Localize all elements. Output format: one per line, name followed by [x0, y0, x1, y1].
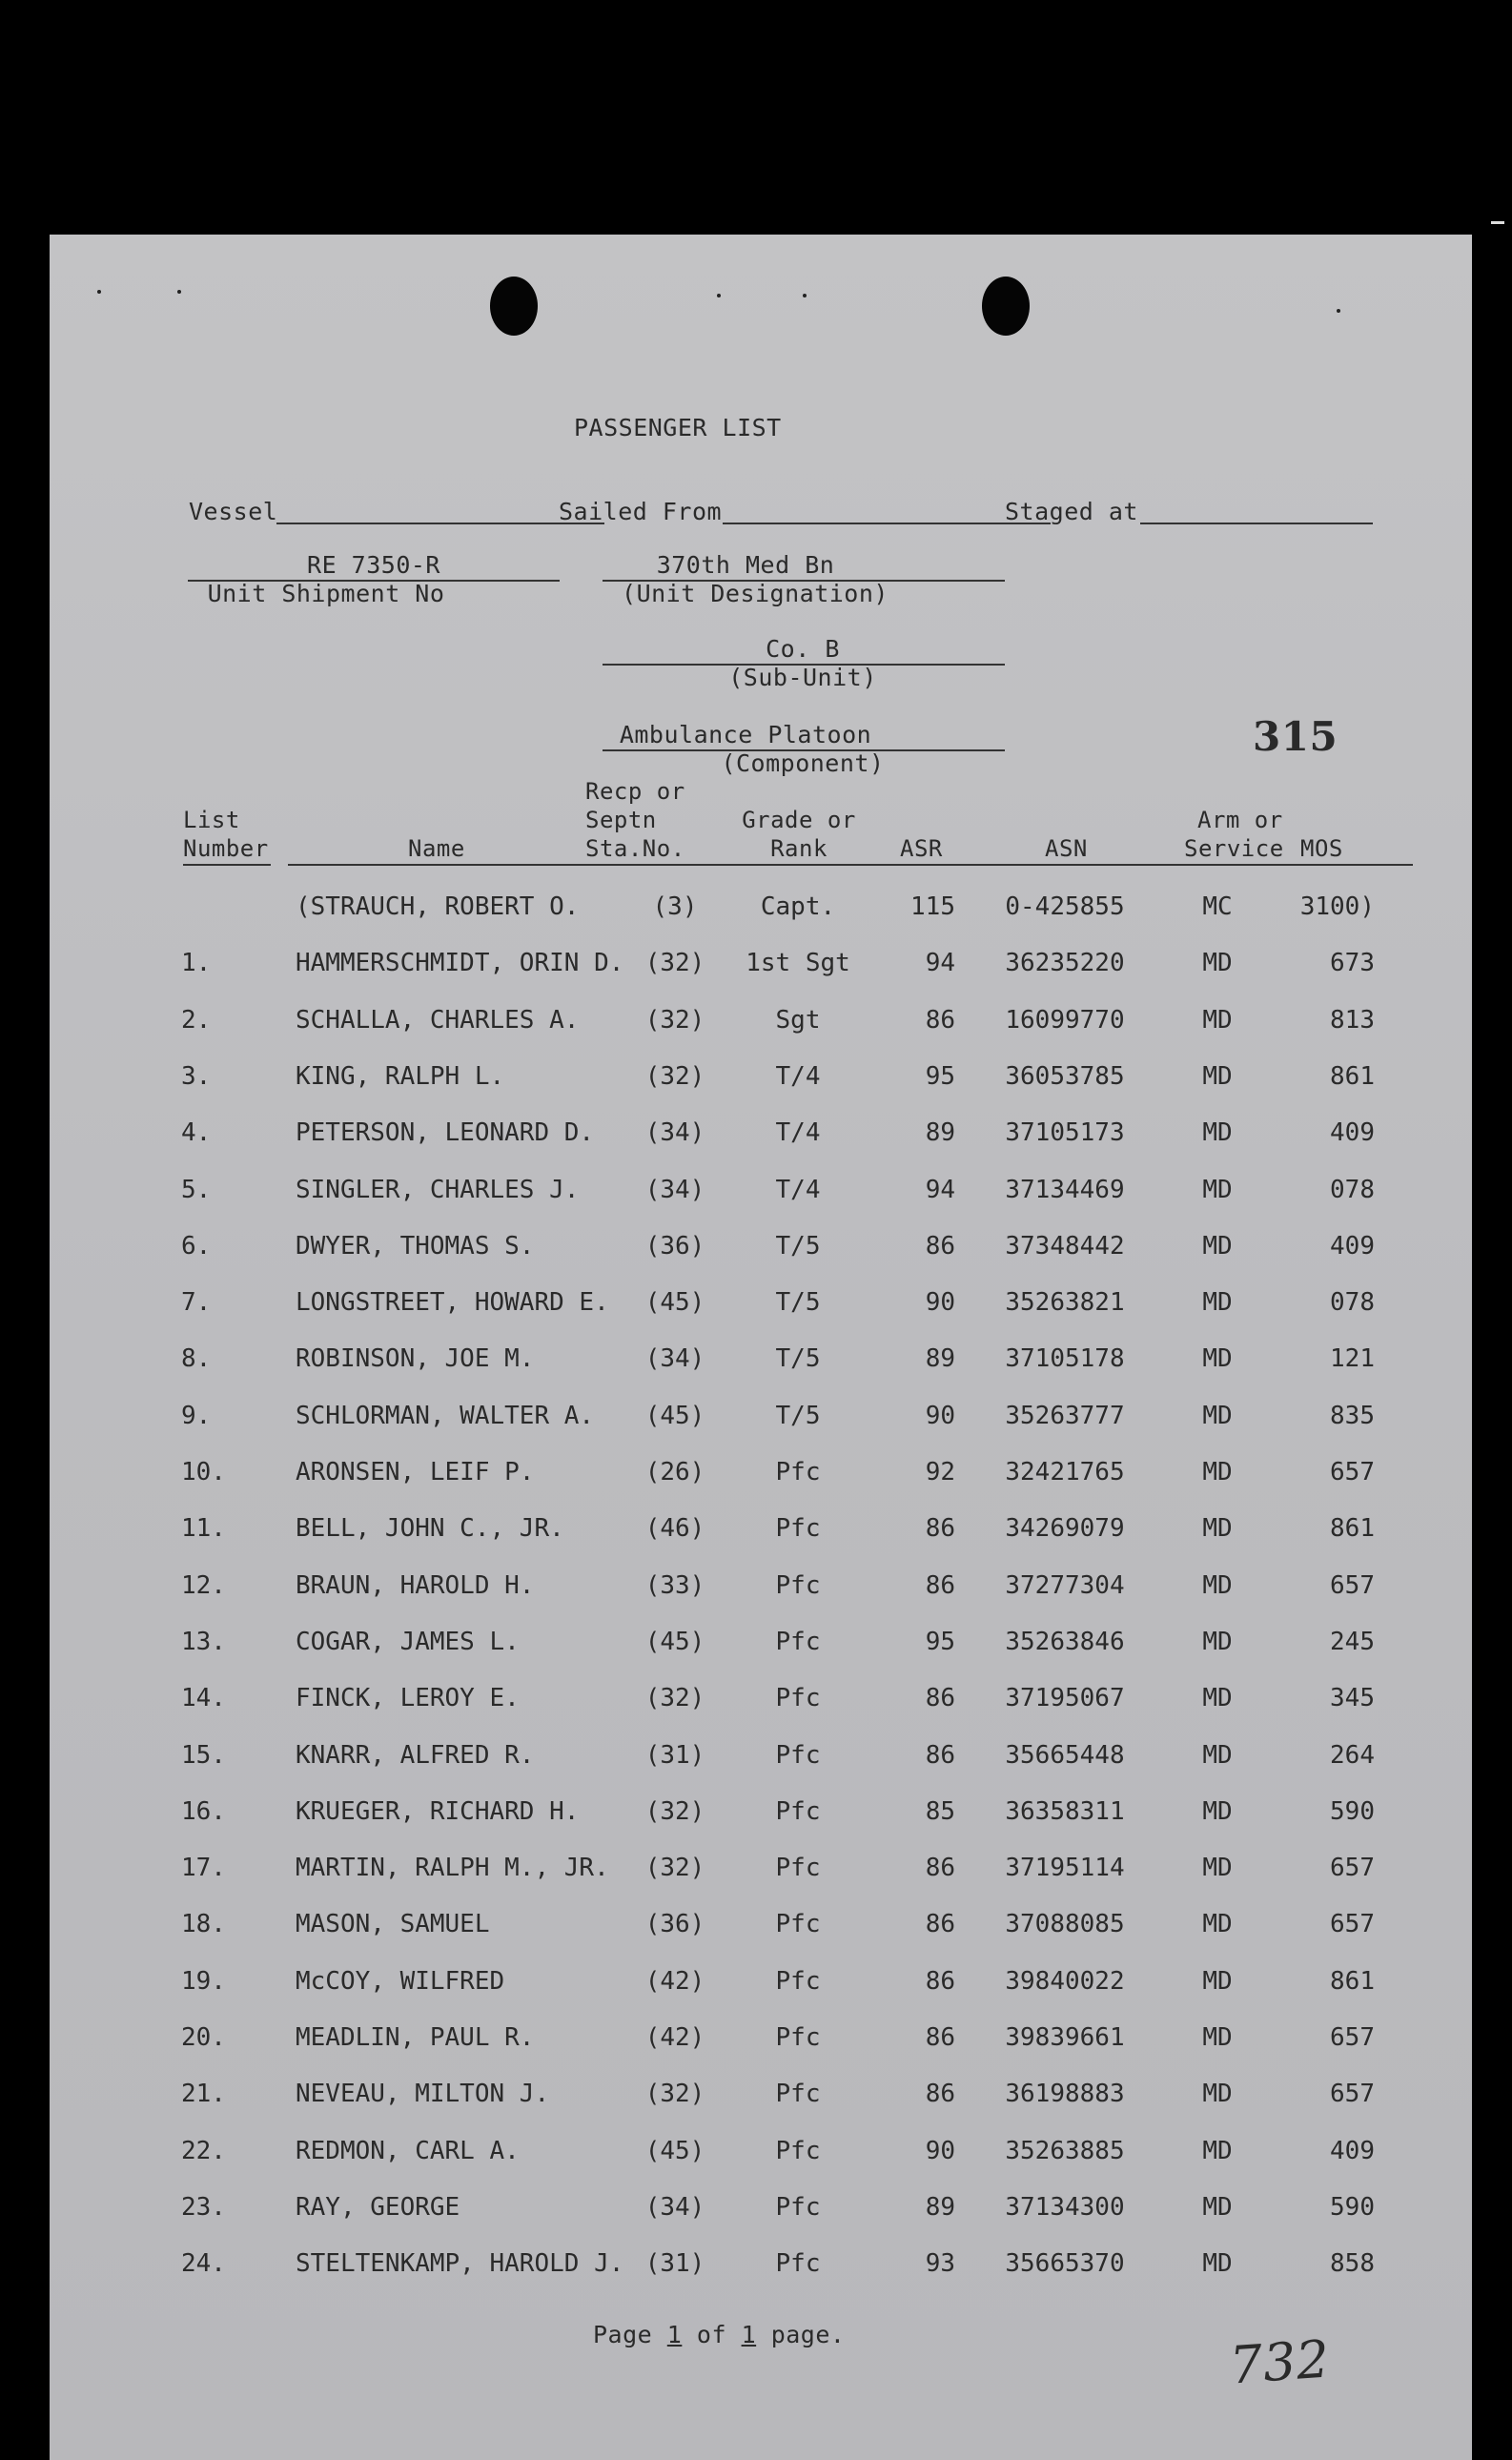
header-grade-2: Rank — [770, 835, 828, 862]
cell-num: 21. — [181, 2080, 226, 2108]
cell-num: 17. — [181, 1854, 226, 1882]
cell-mos: 657 — [1330, 1910, 1375, 1938]
cell-name: (STRAUCH, ROBERT O. — [296, 892, 580, 921]
cell-name: ARONSEN, LEIF P. — [296, 1458, 535, 1486]
footer-page: 1 — [666, 2321, 683, 2348]
cell-grade: 1st Sgt — [746, 949, 850, 977]
cell-asn: 36235220 — [1005, 949, 1125, 977]
table-row — [50, 1797, 1472, 1835]
cell-num: 20. — [181, 2023, 226, 2052]
cell-name: PETERSON, LEONARD D. — [296, 1118, 595, 1147]
cell-mos: 3100) — [1299, 892, 1375, 921]
cell-mos: 657 — [1330, 2080, 1375, 2108]
header-underline — [288, 864, 1413, 866]
cell-recp: (34) — [644, 1344, 705, 1373]
cell-arm: MD — [1202, 2193, 1233, 2222]
table-row — [50, 1741, 1472, 1779]
cell-name: ROBINSON, JOE M. — [296, 1344, 535, 1373]
cell-num: 4. — [181, 1118, 212, 1147]
cell-name: SCHLORMAN, WALTER A. — [296, 1402, 595, 1430]
table-row — [50, 1062, 1472, 1100]
component-value: Ambulance Platoon — [619, 721, 872, 748]
cell-name: HAMMERSCHMIDT, ORIN D. — [296, 949, 624, 977]
cell-asr: 86 — [925, 2080, 955, 2108]
cell-asn: 37277304 — [1005, 1571, 1125, 1600]
table-row — [50, 1571, 1472, 1609]
cell-asn: 37088085 — [1005, 1910, 1125, 1938]
cell-asn: 36358311 — [1005, 1797, 1125, 1826]
header-number: Number — [183, 835, 269, 862]
cell-grade: T/4 — [775, 1062, 821, 1091]
cell-recp: (32) — [644, 1006, 705, 1035]
cell-recp: (36) — [644, 1232, 705, 1261]
speck — [803, 294, 807, 297]
cell-mos: 657 — [1330, 1458, 1375, 1486]
cell-asn: 35665370 — [1005, 2249, 1125, 2278]
cell-name: COGAR, JAMES L. — [296, 1628, 520, 1656]
cell-grade: Pfc — [775, 1797, 821, 1826]
header-mos: MOS — [1300, 835, 1343, 862]
cell-mos: 264 — [1330, 1741, 1375, 1770]
cell-mos: 409 — [1330, 1118, 1375, 1147]
cell-arm: MD — [1202, 949, 1233, 977]
cell-asn: 32421765 — [1005, 1458, 1125, 1486]
footer-suffix: page. — [770, 2321, 846, 2348]
cell-recp: (32) — [644, 1062, 705, 1091]
cell-num: 14. — [181, 1684, 226, 1712]
cell-num: 13. — [181, 1628, 226, 1656]
cell-name: BRAUN, HAROLD H. — [296, 1571, 535, 1600]
cell-mos: 078 — [1330, 1288, 1375, 1317]
cell-asn: 39840022 — [1005, 1967, 1125, 1996]
cell-num: 2. — [181, 1006, 212, 1035]
cell-arm: MD — [1202, 1176, 1233, 1204]
cell-mos: 861 — [1330, 1062, 1375, 1091]
table-row — [50, 1684, 1472, 1722]
cell-arm: MC — [1202, 892, 1233, 921]
document-title: PASSENGER LIST — [574, 414, 782, 441]
cell-name: McCOY, WILFRED — [296, 1967, 505, 1996]
cell-name: MARTIN, RALPH M., JR. — [296, 1854, 609, 1882]
cell-asn: 37195067 — [1005, 1684, 1125, 1712]
cell-num: 8. — [181, 1344, 212, 1373]
staged-at-label: Staged at — [1005, 498, 1138, 525]
cell-num: 11. — [181, 1514, 226, 1543]
cell-grade: T/4 — [775, 1118, 821, 1147]
table-row — [50, 2193, 1472, 2231]
corner-mark — [1491, 221, 1504, 224]
cell-asn: 0-425855 — [1005, 892, 1125, 921]
cell-arm: MD — [1202, 2249, 1233, 2278]
cell-arm: MD — [1202, 2023, 1233, 2052]
table-row — [50, 1118, 1472, 1157]
cell-asn: 35665448 — [1005, 1741, 1125, 1770]
cell-arm: MD — [1202, 1514, 1233, 1543]
cell-asr: 93 — [925, 2249, 955, 2278]
cell-arm: MD — [1202, 1741, 1233, 1770]
serial-stamp: 315 — [1253, 713, 1338, 760]
header-asr: ASR — [900, 835, 943, 862]
unit-shipment-value: RE 7350-R — [307, 551, 440, 579]
cell-mos: 409 — [1330, 1232, 1375, 1261]
cell-asr: 86 — [925, 1684, 955, 1712]
header-arm-1: Arm or — [1197, 807, 1283, 833]
header-recp-1: Recp or — [585, 778, 685, 805]
cell-recp: (36) — [644, 1910, 705, 1938]
cell-name: STELTENKAMP, HAROLD J. — [296, 2249, 624, 2278]
punch-hole-left — [490, 277, 538, 336]
header-name: Name — [408, 835, 465, 862]
cell-asr: 92 — [925, 1458, 955, 1486]
cell-asn: 35263885 — [1005, 2137, 1125, 2165]
cell-num: 22. — [181, 2137, 226, 2165]
page-footer — [593, 2321, 845, 2348]
cell-name: MASON, SAMUEL — [296, 1910, 490, 1938]
header-grade-1: Grade or — [742, 807, 856, 833]
cell-arm: MD — [1202, 1288, 1233, 1317]
document-page — [50, 235, 1472, 2460]
table-row — [50, 1402, 1472, 1440]
punch-hole-right — [982, 277, 1030, 336]
footer-prefix: Page — [593, 2321, 653, 2348]
cell-name: SCHALLA, CHARLES A. — [296, 1006, 580, 1035]
cell-asr: 89 — [925, 1118, 955, 1147]
cell-name: BELL, JOHN C., JR. — [296, 1514, 564, 1543]
table-row — [50, 1006, 1472, 1044]
cell-asn: 16099770 — [1005, 1006, 1125, 1035]
cell-asn: 35263821 — [1005, 1288, 1125, 1317]
cell-num: 1. — [181, 949, 212, 977]
cell-grade: Pfc — [775, 1854, 821, 1882]
table-row — [50, 1910, 1472, 1948]
cell-recp: (32) — [644, 1684, 705, 1712]
cell-recp: (32) — [644, 1797, 705, 1826]
cell-recp: (31) — [644, 1741, 705, 1770]
cell-grade: Pfc — [775, 2080, 821, 2108]
cell-asn: 39839661 — [1005, 2023, 1125, 2052]
cell-asr: 86 — [925, 2023, 955, 2052]
cell-recp: (32) — [644, 949, 705, 977]
cell-num: 19. — [181, 1967, 226, 1996]
cell-name: RAY, GEORGE — [296, 2193, 460, 2222]
cell-grade: T/5 — [775, 1402, 821, 1430]
cell-grade: T/5 — [775, 1288, 821, 1317]
cell-num: 24. — [181, 2249, 226, 2278]
cell-asn: 36198883 — [1005, 2080, 1125, 2108]
cell-mos: 861 — [1330, 1967, 1375, 1996]
cell-num: 3. — [181, 1062, 212, 1091]
table-row — [50, 1344, 1472, 1383]
cell-asn: 37348442 — [1005, 1232, 1125, 1261]
cell-asr: 90 — [925, 1402, 955, 1430]
cell-recp: (33) — [644, 1571, 705, 1600]
table-row — [50, 1514, 1472, 1552]
cell-num: 6. — [181, 1232, 212, 1261]
cell-recp: (45) — [644, 2137, 705, 2165]
cell-name: KING, RALPH L. — [296, 1062, 505, 1091]
cell-num: 10. — [181, 1458, 226, 1486]
cell-asr: 90 — [925, 2137, 955, 2165]
cell-arm: MD — [1202, 1910, 1233, 1938]
footer-of: of — [696, 2321, 727, 2348]
table-row — [50, 1176, 1472, 1214]
table-row — [50, 2080, 1472, 2118]
cell-asr: 89 — [925, 1344, 955, 1373]
cell-recp: (3) — [652, 892, 698, 921]
staged-at-line — [1140, 523, 1373, 524]
cell-asn: 37105178 — [1005, 1344, 1125, 1373]
table-row — [50, 949, 1472, 987]
table-row — [50, 2137, 1472, 2175]
cell-asr: 95 — [925, 1062, 955, 1091]
cell-name: REDMON, CARL A. — [296, 2137, 520, 2165]
cell-recp: (45) — [644, 1628, 705, 1656]
cell-recp: (31) — [644, 2249, 705, 2278]
cell-arm: MD — [1202, 1571, 1233, 1600]
cell-grade: Pfc — [775, 1628, 821, 1656]
vessel-line — [276, 523, 604, 524]
speck — [1337, 309, 1340, 313]
cell-arm: MD — [1202, 1797, 1233, 1826]
cell-grade: Pfc — [775, 2193, 821, 2222]
cell-recp: (45) — [644, 1288, 705, 1317]
cell-arm: MD — [1202, 2137, 1233, 2165]
cell-grade: Pfc — [775, 1458, 821, 1486]
cell-recp: (32) — [644, 2080, 705, 2108]
cell-asn: 37105173 — [1005, 1118, 1125, 1147]
cell-mos: 673 — [1330, 949, 1375, 977]
cell-name: NEVEAU, MILTON J. — [296, 2080, 550, 2108]
cell-mos: 590 — [1330, 1797, 1375, 1826]
cell-recp: (32) — [644, 1854, 705, 1882]
cell-mos: 078 — [1330, 1176, 1375, 1204]
cell-asr: 86 — [925, 1514, 955, 1543]
cell-asn: 34269079 — [1005, 1514, 1125, 1543]
cell-recp: (34) — [644, 1176, 705, 1204]
vessel-label: Vessel — [189, 498, 278, 525]
cell-arm: MD — [1202, 1118, 1233, 1147]
cell-arm: MD — [1202, 1458, 1233, 1486]
cell-asr: 95 — [925, 1628, 955, 1656]
speck — [177, 290, 181, 294]
cell-asr: 86 — [925, 1854, 955, 1882]
cell-asr: 89 — [925, 2193, 955, 2222]
cell-num: 18. — [181, 1910, 226, 1938]
header-recp-3: Sta.No. — [585, 835, 685, 862]
cell-grade: Pfc — [775, 1910, 821, 1938]
table-row — [50, 1288, 1472, 1326]
table-row — [50, 1458, 1472, 1496]
table-row — [50, 1854, 1472, 1892]
cell-num: 23. — [181, 2193, 226, 2222]
cell-recp: (26) — [644, 1458, 705, 1486]
handwritten-number: 732 — [1227, 2328, 1332, 2396]
cell-arm: MD — [1202, 1006, 1233, 1035]
cell-grade: Sgt — [775, 1006, 821, 1035]
cell-asn: 37195114 — [1005, 1854, 1125, 1882]
cell-recp: (46) — [644, 1514, 705, 1543]
cell-grade: Pfc — [775, 2023, 821, 2052]
header-list: List — [183, 807, 240, 833]
table-row — [50, 2249, 1472, 2287]
cell-name: MEADLIN, PAUL R. — [296, 2023, 535, 2052]
cell-asr: 86 — [925, 1571, 955, 1600]
cell-recp: (34) — [644, 1118, 705, 1147]
cell-name: LONGSTREET, HOWARD E. — [296, 1288, 609, 1317]
table-row — [50, 892, 1472, 931]
cell-asr: 86 — [925, 1910, 955, 1938]
cell-mos: 813 — [1330, 1006, 1375, 1035]
cell-recp: (42) — [644, 2023, 705, 2052]
cell-name: DWYER, THOMAS S. — [296, 1232, 535, 1261]
cell-asr: 90 — [925, 1288, 955, 1317]
cell-mos: 657 — [1330, 1571, 1375, 1600]
component-label: (Component) — [721, 749, 885, 777]
cell-asr: 86 — [925, 1967, 955, 1996]
cell-num: 9. — [181, 1402, 212, 1430]
header-recp-2: Septn — [585, 807, 657, 833]
cell-num: 16. — [181, 1797, 226, 1826]
cell-name: FINCK, LEROY E. — [296, 1684, 520, 1712]
cell-asr: 86 — [925, 1232, 955, 1261]
cell-grade: Pfc — [775, 2249, 821, 2278]
cell-mos: 409 — [1330, 2137, 1375, 2165]
cell-arm: MD — [1202, 2080, 1233, 2108]
table-row — [50, 2023, 1472, 2061]
cell-num: 5. — [181, 1176, 212, 1204]
cell-grade: Pfc — [775, 1571, 821, 1600]
cell-grade: T/5 — [775, 1344, 821, 1373]
cell-mos: 861 — [1330, 1514, 1375, 1543]
cell-asn: 35263846 — [1005, 1628, 1125, 1656]
cell-recp: (42) — [644, 1967, 705, 1996]
header-asn: ASN — [1045, 835, 1088, 862]
cell-arm: MD — [1202, 1628, 1233, 1656]
cell-recp: (45) — [644, 1402, 705, 1430]
cell-grade: Pfc — [775, 1967, 821, 1996]
cell-grade: Pfc — [775, 1514, 821, 1543]
cell-recp: (34) — [644, 2193, 705, 2222]
cell-grade: Capt. — [760, 892, 836, 921]
footer-total: 1 — [741, 2321, 757, 2348]
unit-designation-label: (Unit Designation) — [622, 580, 889, 607]
cell-mos: 345 — [1330, 1684, 1375, 1712]
cell-asn: 36053785 — [1005, 1062, 1125, 1091]
cell-asr: 86 — [925, 1741, 955, 1770]
cell-num: 7. — [181, 1288, 212, 1317]
cell-asr: 85 — [925, 1797, 955, 1826]
cell-asn: 35263777 — [1005, 1402, 1125, 1430]
cell-grade: T/4 — [775, 1176, 821, 1204]
cell-asr: 115 — [910, 892, 955, 921]
cell-grade: Pfc — [775, 1741, 821, 1770]
cell-grade: Pfc — [775, 1684, 821, 1712]
cell-asr: 86 — [925, 1006, 955, 1035]
cell-name: KNARR, ALFRED R. — [296, 1741, 535, 1770]
cell-asr: 94 — [925, 949, 955, 977]
cell-mos: 657 — [1330, 1854, 1375, 1882]
table-row — [50, 1967, 1472, 2005]
cell-arm: MD — [1202, 1062, 1233, 1091]
cell-mos: 590 — [1330, 2193, 1375, 2222]
cell-mos: 835 — [1330, 1402, 1375, 1430]
sailed-from-label: Sailed From — [559, 498, 723, 525]
cell-asn: 37134469 — [1005, 1176, 1125, 1204]
sub-unit-label: (Sub-Unit) — [728, 664, 877, 691]
cell-mos: 858 — [1330, 2249, 1375, 2278]
speck — [97, 290, 101, 294]
cell-mos: 245 — [1330, 1628, 1375, 1656]
cell-mos: 121 — [1330, 1344, 1375, 1373]
sub-unit-value: Co. B — [766, 635, 840, 663]
speck — [717, 294, 721, 297]
cell-num: 15. — [181, 1741, 226, 1770]
table-row — [50, 1628, 1472, 1666]
cell-asn: 37134300 — [1005, 2193, 1125, 2222]
cell-num: 12. — [181, 1571, 226, 1600]
table-row — [50, 1232, 1472, 1270]
cell-arm: MD — [1202, 1232, 1233, 1261]
cell-mos: 657 — [1330, 2023, 1375, 2052]
unit-designation-value: 370th Med Bn — [656, 551, 835, 579]
cell-grade: Pfc — [775, 2137, 821, 2165]
header-underline-list — [183, 864, 271, 866]
sailed-from-line — [723, 523, 1051, 524]
cell-arm: MD — [1202, 1684, 1233, 1712]
cell-name: KRUEGER, RICHARD H. — [296, 1797, 580, 1826]
cell-arm: MD — [1202, 1967, 1233, 1996]
cell-grade: T/5 — [775, 1232, 821, 1261]
cell-arm: MD — [1202, 1344, 1233, 1373]
cell-name: SINGLER, CHARLES J. — [296, 1176, 580, 1204]
header-arm-2: Service — [1184, 835, 1284, 862]
unit-shipment-label: Unit Shipment No — [207, 580, 445, 607]
cell-arm: MD — [1202, 1402, 1233, 1430]
cell-arm: MD — [1202, 1854, 1233, 1882]
cell-asr: 94 — [925, 1176, 955, 1204]
